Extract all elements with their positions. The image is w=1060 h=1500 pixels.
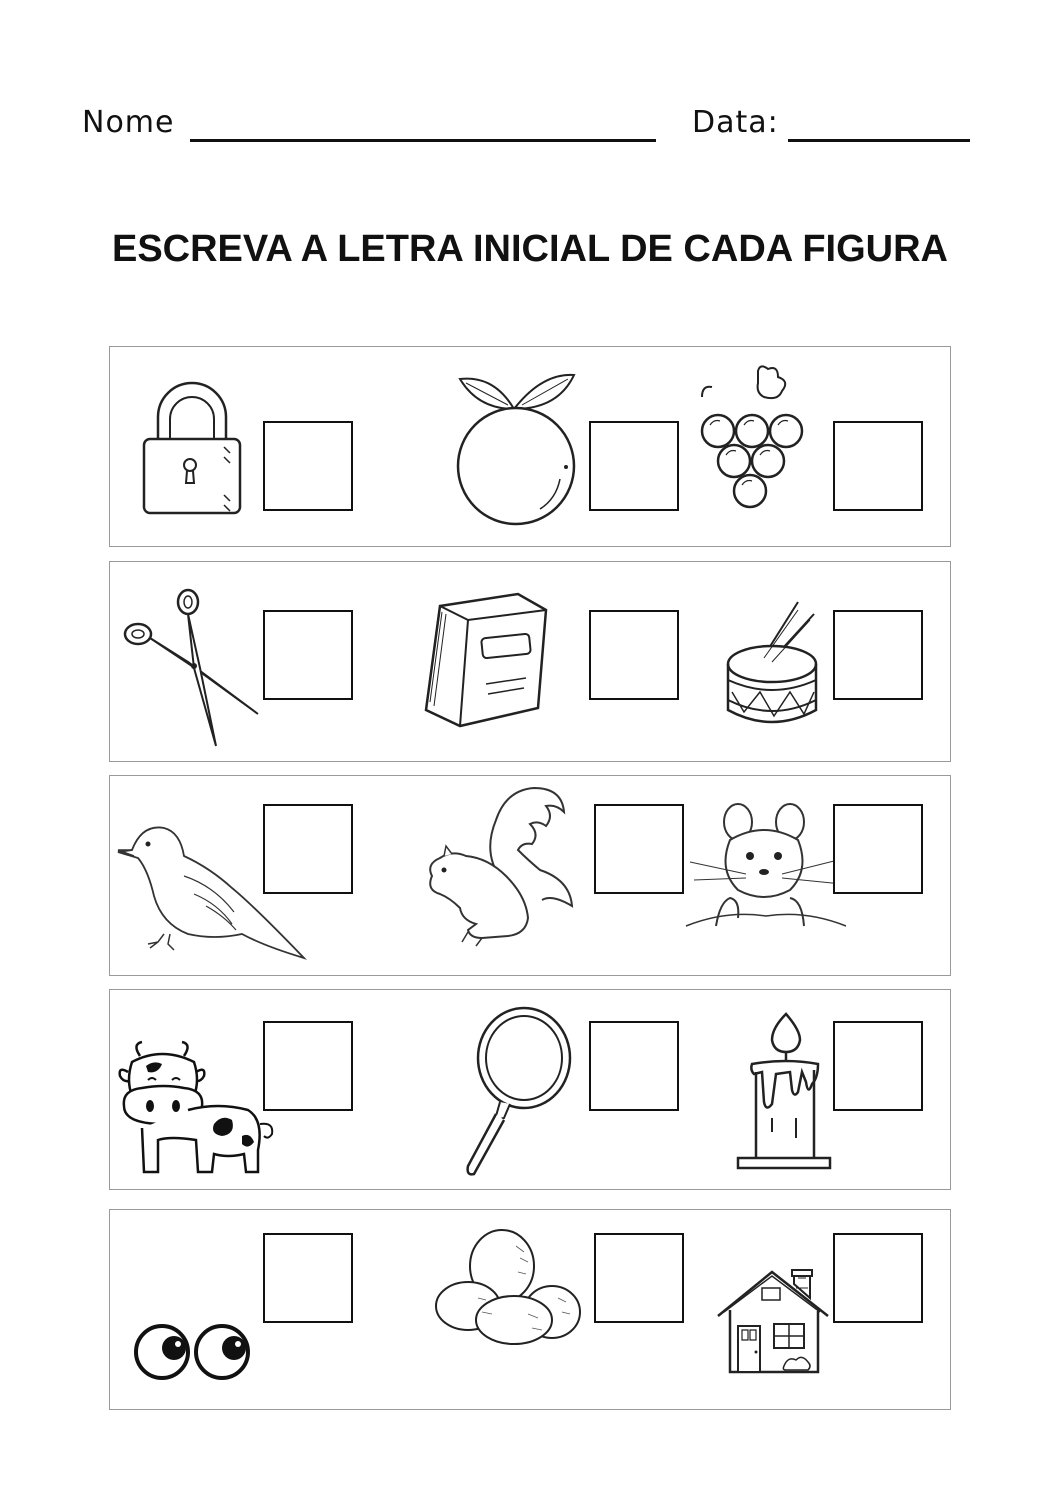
date-label: Data: bbox=[692, 105, 779, 140]
answer-box[interactable] bbox=[589, 421, 679, 511]
header bbox=[82, 105, 972, 145]
worksheet-title: ESCREVA A LETRA INICIAL DE CADA FIGURA bbox=[111, 228, 949, 270]
answer-box[interactable] bbox=[263, 610, 353, 700]
eggs-icon bbox=[434, 1228, 584, 1346]
name-field[interactable] bbox=[190, 139, 656, 142]
house-icon bbox=[716, 1268, 830, 1376]
answer-box[interactable] bbox=[594, 804, 684, 894]
answer-box[interactable] bbox=[833, 421, 923, 511]
answer-box[interactable] bbox=[833, 610, 923, 700]
answer-box[interactable] bbox=[263, 1233, 353, 1323]
grapes-icon bbox=[698, 363, 814, 513]
worksheet-row-5 bbox=[109, 1209, 951, 1410]
answer-box[interactable] bbox=[594, 1233, 684, 1323]
eyes-icon bbox=[134, 1322, 252, 1382]
answer-box[interactable] bbox=[589, 610, 679, 700]
candle-icon bbox=[736, 1008, 834, 1172]
mirror-icon bbox=[462, 1004, 574, 1180]
answer-box[interactable] bbox=[833, 1021, 923, 1111]
padlock-icon bbox=[140, 383, 244, 517]
scissors-icon bbox=[118, 588, 262, 748]
answer-box[interactable] bbox=[263, 804, 353, 894]
worksheet-row-1 bbox=[109, 346, 951, 547]
squirrel-icon bbox=[422, 784, 578, 950]
orange-icon bbox=[454, 369, 584, 521]
cow-icon bbox=[118, 1040, 282, 1182]
drum-icon bbox=[724, 600, 824, 730]
answer-box[interactable] bbox=[263, 421, 353, 511]
name-label: Nome bbox=[82, 105, 175, 140]
worksheet-row-4 bbox=[109, 989, 951, 1190]
answer-box[interactable] bbox=[833, 1233, 923, 1323]
answer-box[interactable] bbox=[263, 1021, 353, 1111]
answer-box[interactable] bbox=[833, 804, 923, 894]
book-icon bbox=[420, 592, 552, 730]
date-field[interactable] bbox=[788, 139, 970, 142]
answer-box[interactable] bbox=[589, 1021, 679, 1111]
worksheet-row-3 bbox=[109, 775, 951, 976]
worksheet-row-2 bbox=[109, 561, 951, 762]
